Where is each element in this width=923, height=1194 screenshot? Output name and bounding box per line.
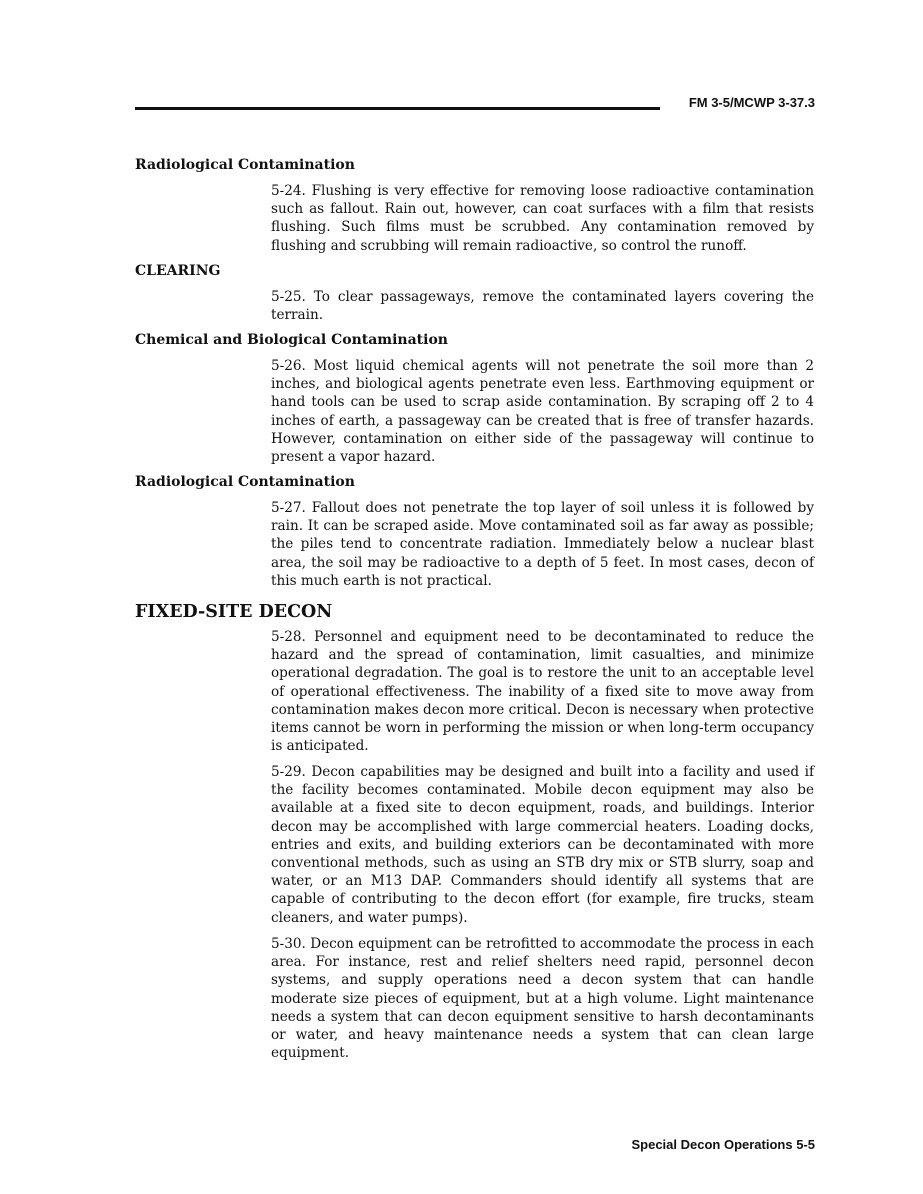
heading-fixed-site-decon: FIXED-SITE DECON (135, 602, 333, 622)
paragraph-5-30: 5-30. Decon equipment can be retrofitted to accommodate the process in each area. For instance, rest and relief shelters need rapid, personnel decon systems, and supply operations need a decon system that can handle moderate size pieces of equipment, but at a high volume. Light maintenance needs a system that can decon equipment sensitive to harsh decontaminants or water, and heavy maintenance needs a system that can clean large equipment. (271, 936, 814, 1062)
paragraph-5-27: 5-27. Fallout does not penetrate the top layer of soil unless it is followed by rain. It can be scraped aside. Move contaminated soil as far away as possible; the piles tend to concentrate radiation. Immediately below a nuclear blast area, the soil may be radioactive to a depth of 5 feet. In most cases, decon of this much earth is not practical. (271, 500, 814, 589)
heading-radiological-contamination-1: Radiological Contamination (135, 157, 355, 173)
paragraph-5-26: 5-26. Most liquid chemical agents will not penetrate the soil more than 2 inches, and biological agents penetrate even less. Earthmoving equipment or hand tools can be used to scrap aside contamination. By scraping off 2 to 4 inches of earth, a passageway can be created that is free of transfer hazards. However, contamination on either side of the passageway will continue to present a vapor hazard. (271, 358, 814, 466)
heading-clearing: CLEARING (135, 263, 221, 279)
header-rule (135, 107, 660, 110)
heading-chemical-biological-contamination: Chemical and Biological Contamination (135, 332, 448, 348)
heading-radiological-contamination-2: Radiological Contamination (135, 474, 355, 490)
paragraph-5-25: 5-25. To clear passageways, remove the contaminated layers covering the terrain. (271, 289, 814, 324)
page-footer: Special Decon Operations 5-5 (631, 1137, 815, 1152)
paragraph-5-24: 5-24. Flushing is very effective for removing loose radioactive contamination such as fallout. Rain out, however, can coat surfaces with a film that resists flushing. Such films must be scrubbed. Any contamination removed by flushing and scrubbing will remain radioactive, so control the runoff. (271, 183, 814, 254)
document-id: FM 3-5/MCWP 3-37.3 (688, 95, 815, 110)
paragraph-5-28: 5-28. Personnel and equipment need to be decontaminated to reduce the hazard and the spread of contamination, limit casualties, and minimize operational degradation. The goal is to restore the unit to an acceptable level of operational effectiveness. The inability of a fixed site to move away from contamination makes decon more critical. Decon is necessary when protective items cannot be worn in performing the mission or when long-term occupancy is anticipated. (271, 629, 814, 755)
paragraph-5-29: 5-29. Decon capabilities may be designed and built into a facility and used if the facility becomes contaminated. Mobile decon equipment may also be available at a fixed site to decon equipment, roads, and buildings. Interior decon may be accomplished with large commercial heaters. Loading docks, entries and exits, and building exteriors can be decontaminated with more conventional methods, such as using an STB dry mix or STB slurry, soap and water, or an M13 DAP. Commanders should identify all systems that are capable of contributing to the decon effort (for example, fire trucks, steam cleaners, and water pumps). (271, 764, 814, 926)
